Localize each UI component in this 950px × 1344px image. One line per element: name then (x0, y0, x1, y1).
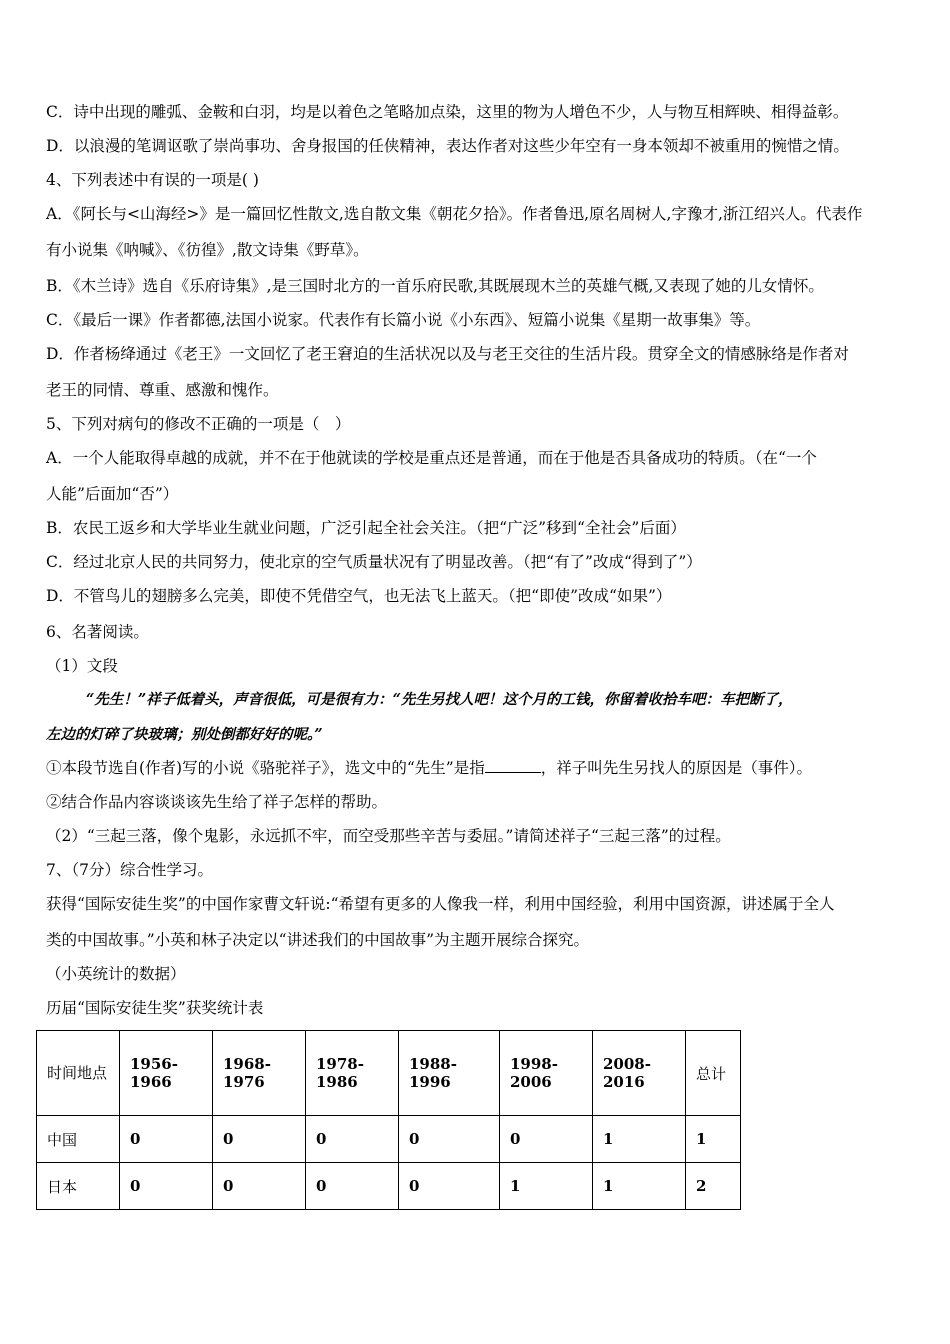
q5-option-c: C．经过北京人民的共同努力，使北京的空气质量状况有了明显改善。（把“有了”改成“得到了”） (46, 553, 702, 571)
q5-stem: 5、下列对病句的修改不正确的一项是（ ） (46, 415, 351, 433)
q4-option-d-line2: 老王的同情、尊重、感激和愧作。 (46, 381, 279, 399)
table-cell: 1 (686, 1116, 741, 1163)
answer-blank[interactable] (485, 758, 541, 773)
q7-data-note: （小英统计的数据） (46, 965, 186, 983)
table-cell: 1 (593, 1163, 686, 1210)
q4-option-d-line1: D．作者杨绛通过《老王》一文回忆了老王窘迫的生活状况以及与老王交往的生活片段。贯穿全文的情感脉络是作者对 (46, 345, 849, 363)
q7-table-title: 历届“国际安徒生奖”获奖统计表 (46, 999, 264, 1017)
q4-option-c: C．《最后一课》作者都德,法国小说家。代表作有长篇小说《小东西》、短篇小说集《星期一故事集》等。 (46, 311, 761, 329)
table-cell: 日本 (37, 1163, 120, 1210)
q6-item2: ②结合作品内容谈谈该先生给了祥子怎样的帮助。 (46, 793, 388, 811)
table-cell: 1 (593, 1116, 686, 1163)
table-cell: 中国 (37, 1116, 120, 1163)
q6-item1-prefix: ①本段节选自(作者)写的小说《骆驼祥子》，选文中的“先生”是指 (46, 759, 485, 777)
table-cell: 0 (213, 1116, 306, 1163)
table-header-cell: 1968-1976 (213, 1031, 306, 1116)
table-cell: 0 (399, 1163, 500, 1210)
q4-option-a-line1: A．《阿长与<山海经>》是一篇回忆性散文,选自散文集《朝花夕拾》。作者鲁迅,原名周树人,字豫才,浙江绍兴人。代表作 (46, 205, 863, 223)
q3-option-c: C．诗中出现的雕弧、金鞍和白羽，均是以着色之笔略加点染，这里的物为人增色不少，人与物互相辉映、相得益彰。 (46, 103, 849, 121)
q5-option-b: B．农民工返乡和大学毕业生就业问题，广泛引起全社会关注。（把“广泛”移到“全社会”后面） (46, 519, 686, 537)
q7-paragraph-line2: 类的中国故事。”小英和林子决定以“讲述我们的中国故事”为主题开展综合探究。 (46, 931, 590, 949)
table-cell: 0 (120, 1163, 213, 1210)
table-cell: 0 (306, 1163, 399, 1210)
table-header-cell: 1998-2006 (500, 1031, 593, 1116)
table-cell: 0 (399, 1116, 500, 1163)
table-header-cell: 时间地点 (37, 1031, 120, 1116)
table-row (37, 1116, 741, 1163)
q6-sub1-label: （1）文段 (46, 657, 118, 675)
q6-stem: 6、名著阅读。 (46, 623, 149, 641)
q6-sub2: （2）“三起三落，像个鬼影，永远抓不牢，而空受那些辛苦与委屈。”请简述祥子“三起三落”的过程。 (46, 827, 731, 845)
table-header-cell: 1956-1966 (120, 1031, 213, 1116)
table-header-cell: 1978-1986 (306, 1031, 399, 1116)
table-cell: 1 (500, 1163, 593, 1210)
q6-item1-suffix: ，祥子叫先生另找人的原因是（事件）。 (540, 759, 812, 777)
q7-paragraph-line1: 获得“国际安徒生奖”的中国作家曹文轩说:“希望有更多的人像我一样，利用中国经验，利用中国资源，讲述属于全人 (46, 895, 835, 913)
table-row (37, 1163, 741, 1210)
q5-option-a-line2: 人能”后面加“否”） (46, 485, 179, 503)
q6-item1 (46, 758, 916, 778)
q4-option-a-line2: 有小说集《呐喊》、《彷徨》,散文诗集《野草》。 (46, 241, 369, 259)
table-cell: 0 (306, 1116, 399, 1163)
table-cell: 2 (686, 1163, 741, 1210)
table-header-cell: 2008-2016 (593, 1031, 686, 1116)
q6-quote-line1: “先生！”祥子低着头，声音很低，可是很有力：“先生另找人吧！这个月的工钱，你留着收拾车吧：车把断了， (86, 691, 793, 708)
q4-option-b: B．《木兰诗》选自《乐府诗集》,是三国时北方的一首乐府民歌,其既展现木兰的英雄气概,又表现了她的儿女情怀。 (46, 277, 824, 295)
table-header-cell: 总计 (686, 1031, 741, 1116)
award-stats-table (36, 1030, 741, 1210)
table-header-cell: 1988-1996 (399, 1031, 500, 1116)
q3-option-d: D．以浪漫的笔调讴歌了崇尚事功、舍身报国的任侠精神，表达作者对这些少年空有一身本领却不被重用的惋惜之情。 (46, 137, 849, 155)
table-cell: 0 (120, 1116, 213, 1163)
table-cell: 0 (500, 1116, 593, 1163)
table-header-row (37, 1031, 741, 1116)
q5-option-d: D．不管鸟儿的翅膀多么完美，即使不凭借空气，也无法飞上蓝天。（把“即使”改成“如果”） (46, 587, 672, 605)
table-cell: 0 (213, 1163, 306, 1210)
q7-stem: 7、（7分）综合性学习。 (46, 861, 213, 879)
q4-stem: 4、下列表述中有误的一项是( ) (46, 171, 259, 189)
q6-quote-line2: 左边的灯碎了块玻璃；别处倒都好好的呢。” (46, 726, 323, 743)
q5-option-a-line1: A．一个人能取得卓越的成就，并不在于他就读的学校是重点还是普通，而在于他是否具备成功的特质。（在“一个 (46, 449, 817, 467)
